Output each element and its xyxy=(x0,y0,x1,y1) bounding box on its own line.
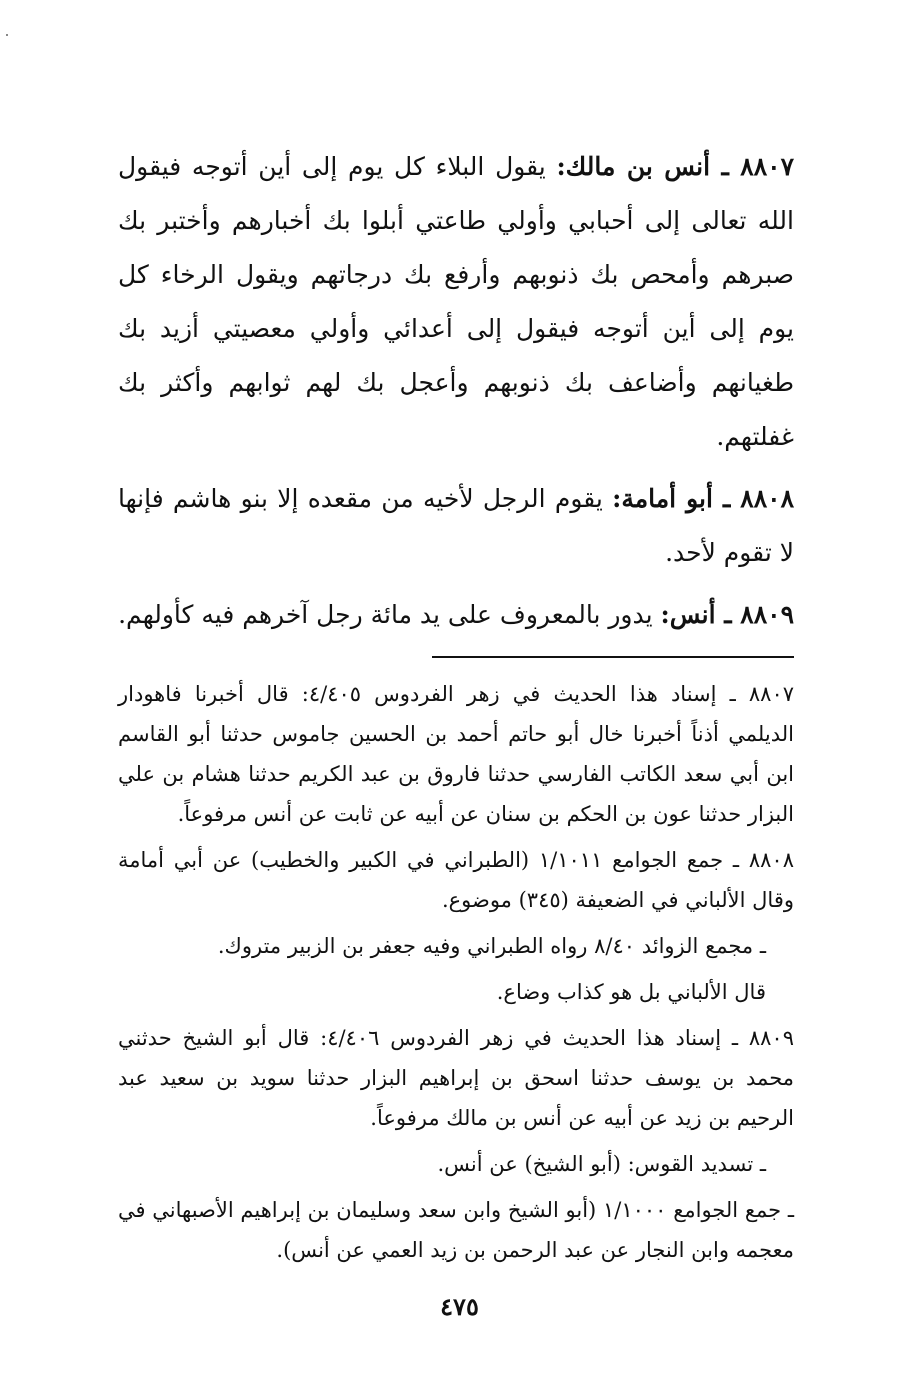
entry-heading: ٨٨٠٩ ـ أنس: xyxy=(660,600,794,629)
margin-mark xyxy=(6,34,8,36)
page-body xyxy=(118,140,794,1276)
entry-text: يدور بالمعروف على يد مائة رجل آخرهم فيه كأولهم. xyxy=(118,600,653,629)
footnote-8808-majma: ـ مجمع الزوائد ٨/٤٠ رواه الطبراني وفيه جعفر بن الزبير متروك. xyxy=(217,934,766,958)
entry-text: يقوم الرجل لأخيه من مقعده إلا بنو هاشم فإنها لا تقوم لأحد. xyxy=(118,484,794,567)
entry-8808 xyxy=(118,472,794,580)
entry-heading: ٨٨٠٧ ـ أنس بن مالك: xyxy=(556,152,794,181)
footnote-divider xyxy=(432,656,794,658)
entry-heading: ٨٨٠٨ ـ أبو أمامة: xyxy=(612,484,795,513)
footnote-8809-jami: ـ جمع الجوامع ١/١٠٠٠ (أبو الشيخ وابن سعد وسليمان بن إبراهيم الأصبهاني في معجمه وابن النجار عن عبد الرحمن بن زيد العمي عن أنس). xyxy=(118,1198,795,1262)
footnote-8809-tasdid: ـ تسديد القوس: (أبو الشيخ) عن أنس. xyxy=(437,1152,766,1176)
entry-8807 xyxy=(118,140,794,464)
entry-8809 xyxy=(118,588,794,642)
page-number: ٤٧٥ xyxy=(440,1292,479,1321)
footnote-8808-albani: قال الألباني بل هو كذاب وضاع. xyxy=(496,980,766,1004)
footnote-8809: ٨٨٠٩ ـ إسناد هذا الحديث في زهر الفردوس ٤/٤٠٦: قال أبو الشيخ حدثني محمد بن يوسف حدثنا اسحق بن إبراهيم البزار حدثنا سويد بن سعيد عبد الرحيم بن زيد عن أبيه عن أنس بن مالك مرفوعاً. xyxy=(118,1026,794,1130)
footnote-8808: ٨٨٠٨ ـ جمع الجوامع ١/١٠١١ (الطبراني في الكبير والخطيب) عن أبي أمامة وقال الألباني في الضعيفة (٣٤٥) موضوع. xyxy=(118,848,794,912)
entry-text: يقول البلاء كل يوم إلى أين أتوجه فيقول الله تعالى إلى أحبابي وأولي طاعتي أبلوا بك أخبارهم وأختبر بك صبرهم وأمحص بك ذنوبهم وأرفع بك درجاتهم ويقول الرخاء كل يوم إلى أين أتوجه فيقول إلى أعدائي وأولي معصيتي أزيد بك طغيانهم وأضاعف بك ذنوبهم وأعجل بك لهم ثوابهم وأكثر بك غفلتهم. xyxy=(118,152,794,451)
footnote-8807: ٨٨٠٧ ـ إسناد هذا الحديث في زهر الفردوس ٤/٤٠٥: قال أخبرنا فاهودار الديلمي أذناً أخبرنا خال أبو حاتم أحمد بن الحسين جاموس حدثنا أبو القاسم ابن أبي سعد الكاتب الفارسي حدثنا فاروق بن عبد الكريم حدثنا هشام بن علي البزار حدثنا عون بن الحكم بن سنان عن أبيه عن ثابت عن أنس مرفوعاً. xyxy=(118,682,795,826)
